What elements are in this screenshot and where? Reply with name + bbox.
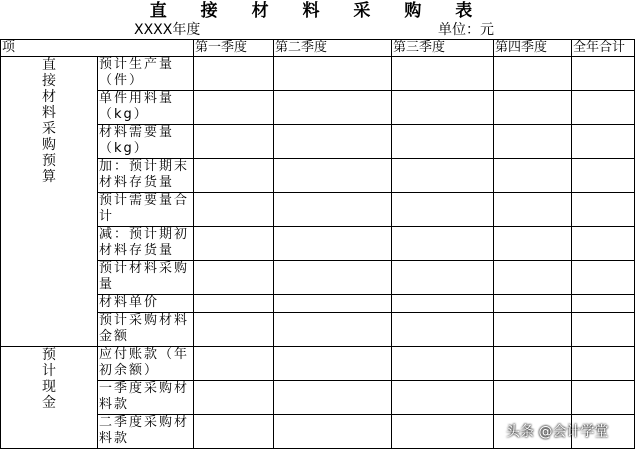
sheet-title: 直 接 材 料 采 购 表	[149, 1, 487, 21]
value-cell[interactable]	[494, 159, 572, 193]
value-cell[interactable]	[392, 381, 494, 415]
value-cell[interactable]	[572, 57, 635, 91]
value-cell[interactable]	[194, 313, 274, 347]
value-cell[interactable]	[392, 415, 494, 449]
section-label: 预计现金	[42, 347, 56, 411]
value-cell[interactable]	[494, 381, 572, 415]
value-cell[interactable]	[494, 57, 572, 91]
value-cell[interactable]	[494, 125, 572, 159]
value-cell[interactable]	[274, 313, 392, 347]
value-cell[interactable]	[274, 57, 392, 91]
row-label-cell[interactable]: 应付账款（年初余额）	[98, 347, 194, 381]
header-row	[1, 40, 635, 57]
value-cell[interactable]	[392, 261, 494, 295]
value-cell[interactable]	[572, 347, 635, 381]
value-cell[interactable]	[572, 313, 635, 347]
section-label: 直接材料采购预算	[42, 57, 56, 185]
value-cell[interactable]	[572, 381, 635, 415]
unit-label: 单位：元	[438, 22, 494, 38]
value-cell[interactable]	[494, 261, 572, 295]
value-cell[interactable]	[194, 193, 274, 227]
value-cell[interactable]	[274, 159, 392, 193]
value-cell[interactable]	[572, 193, 635, 227]
col-header-q1[interactable]: 第一季度	[194, 40, 274, 57]
value-cell[interactable]	[194, 227, 274, 261]
value-cell[interactable]	[494, 193, 572, 227]
value-cell[interactable]	[392, 313, 494, 347]
value-cell[interactable]	[392, 57, 494, 91]
value-cell[interactable]	[392, 125, 494, 159]
row-label-cell[interactable]: 材料需要量（kg）	[98, 125, 194, 159]
col-header-total[interactable]: 全年合计	[572, 40, 635, 57]
value-cell[interactable]	[494, 227, 572, 261]
value-cell[interactable]	[274, 193, 392, 227]
row-label-cell[interactable]: 预计采购材料金额	[98, 313, 194, 347]
value-cell[interactable]	[274, 415, 392, 449]
value-cell[interactable]	[194, 415, 274, 449]
value-cell[interactable]	[274, 295, 392, 313]
value-cell[interactable]	[494, 313, 572, 347]
value-cell[interactable]	[274, 91, 392, 125]
row-label-cell[interactable]: 预计需要量合计	[98, 193, 194, 227]
row-label-cell[interactable]: 单件用料量（kg）	[98, 91, 194, 125]
value-cell[interactable]	[274, 261, 392, 295]
value-cell[interactable]	[274, 347, 392, 381]
value-cell[interactable]	[194, 381, 274, 415]
row-label-cell[interactable]: 一季度采购材料款	[98, 381, 194, 415]
row-label-cell[interactable]: 预计材料采购量	[98, 261, 194, 295]
value-cell[interactable]	[194, 295, 274, 313]
budget-table	[0, 39, 635, 449]
value-cell[interactable]	[194, 91, 274, 125]
value-cell[interactable]	[194, 125, 274, 159]
value-cell[interactable]	[392, 295, 494, 313]
col-header-q3[interactable]: 第三季度	[392, 40, 494, 57]
row-label-cell[interactable]: 材料单价	[98, 295, 194, 313]
value-cell[interactable]	[274, 381, 392, 415]
section-label-cell[interactable]	[1, 347, 98, 449]
value-cell[interactable]	[392, 193, 494, 227]
value-cell[interactable]	[392, 347, 494, 381]
value-cell[interactable]	[572, 159, 635, 193]
value-cell[interactable]	[392, 159, 494, 193]
value-cell[interactable]	[392, 91, 494, 125]
value-cell[interactable]	[392, 227, 494, 261]
value-cell[interactable]	[572, 261, 635, 295]
row-label-cell[interactable]: 预计生产量（件）	[98, 57, 194, 91]
value-cell[interactable]	[494, 347, 572, 381]
col-header-item[interactable]: 项	[1, 40, 194, 57]
value-cell[interactable]	[194, 159, 274, 193]
row-label-cell[interactable]: 减：预计期初材料存货量	[98, 227, 194, 261]
value-cell[interactable]	[494, 295, 572, 313]
value-cell[interactable]	[572, 125, 635, 159]
value-cell[interactable]	[572, 227, 635, 261]
value-cell[interactable]	[572, 295, 635, 313]
table-row	[1, 57, 635, 91]
value-cell[interactable]	[572, 91, 635, 125]
value-cell[interactable]	[274, 125, 392, 159]
value-cell[interactable]	[274, 227, 392, 261]
watermark: 头条 @会计学堂	[506, 424, 609, 440]
row-label-cell[interactable]: 加：预计期末材料存货量	[98, 159, 194, 193]
col-header-q4[interactable]: 第四季度	[494, 40, 572, 57]
col-header-q2[interactable]: 第二季度	[274, 40, 392, 57]
table-row	[1, 347, 635, 381]
value-cell[interactable]	[194, 261, 274, 295]
value-cell[interactable]	[194, 347, 274, 381]
value-cell[interactable]	[494, 91, 572, 125]
value-cell[interactable]	[194, 57, 274, 91]
section-label-cell[interactable]	[1, 57, 98, 347]
period-label: XXXX年度	[134, 22, 201, 38]
row-label-cell[interactable]: 二季度采购材料款	[98, 415, 194, 449]
